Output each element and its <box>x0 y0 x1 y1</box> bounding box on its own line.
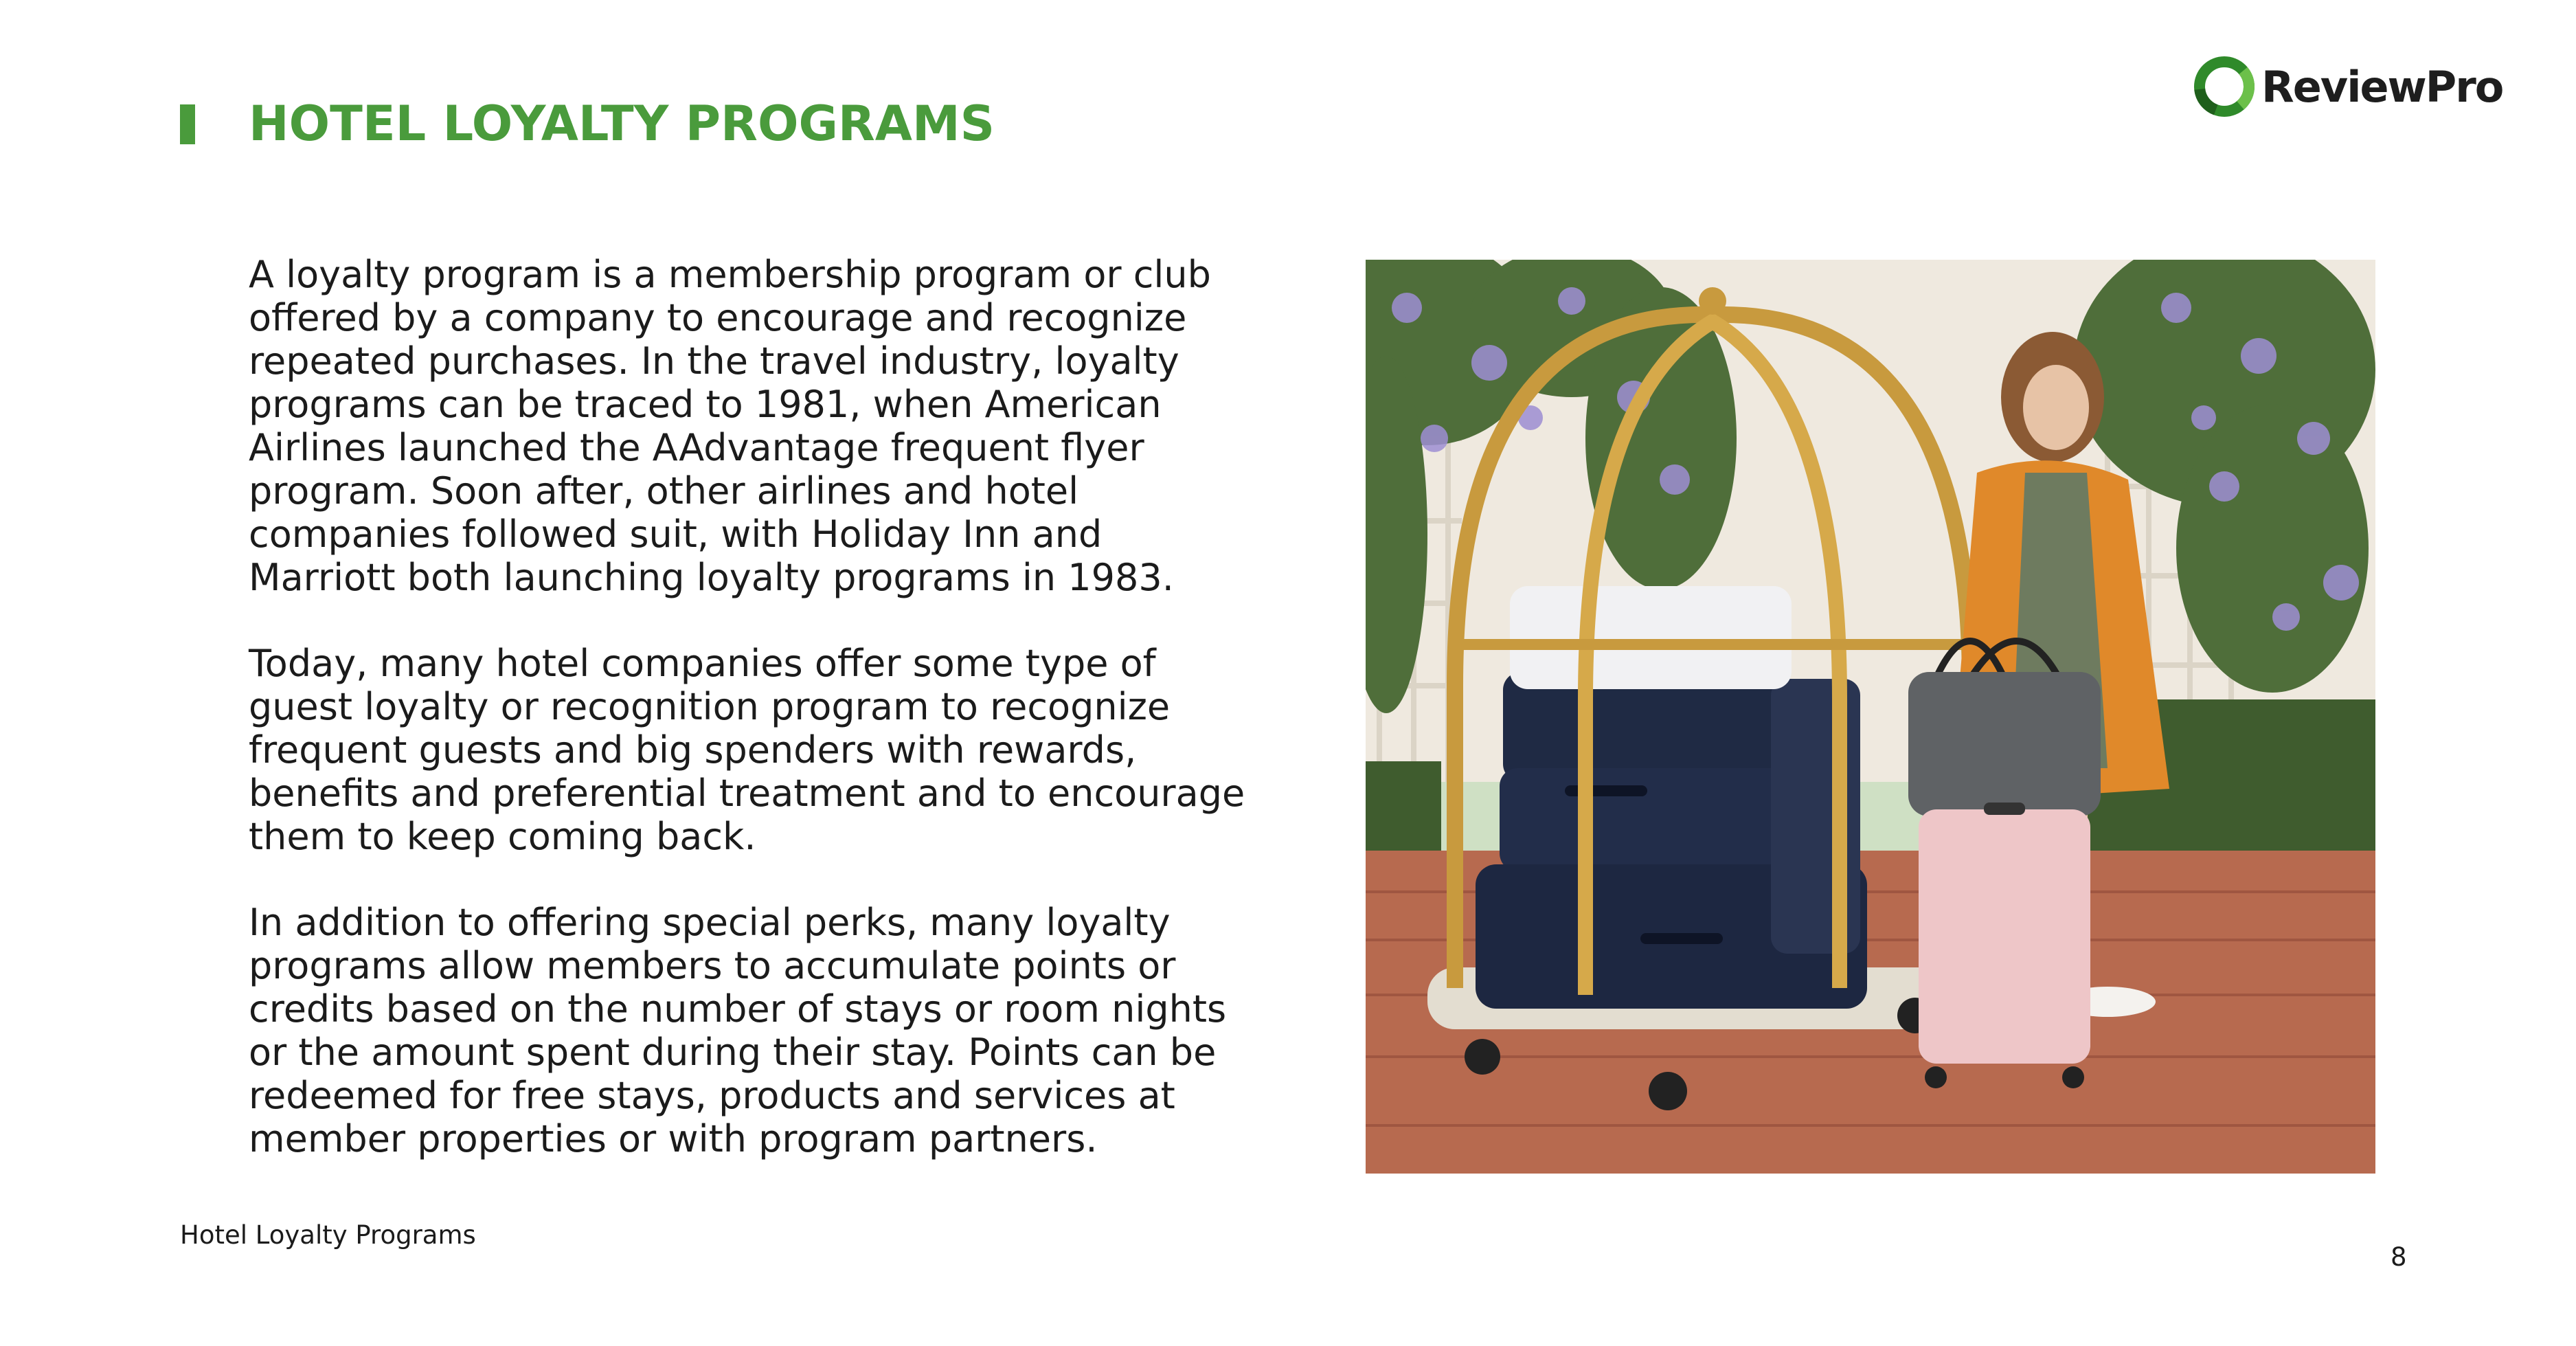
footer-label: Hotel Loyalty Programs <box>180 1220 476 1250</box>
logo-wordmark: ReviewPro <box>2261 61 2503 112</box>
paragraph-points: In addition to offering special perks, many loyalty programs allow members to accumulate points or credits based on the number of stays or room nights or the amount spent during their stay. Points can be redeemed for free stays, products and services at member properties or with program partners. <box>249 901 1227 1160</box>
page-title: HOTEL LOYALTY PROGRAMS <box>249 96 995 152</box>
reviewpro-logo <box>2193 54 2502 120</box>
luggage-cart-photo <box>1366 260 2375 1174</box>
paragraph-today: Today, many hotel companies offer some type of guest loyalty or recognition program to recognize frequent guests and big spenders with rewards, benefits and preferential treatment and to encourage them to keep coming back. <box>249 642 1245 858</box>
paragraph-history: A loyalty program is a membership program or club offered by a company to encourage and recognize repeated purchases. In the travel industry, loyalty programs can be traced to 1981, when American Airlines launched the AAdvantage frequent flyer program. Soon after, other airlines and hotel companies followed suit, with Holiday Inn and Marriott both launching loyalty programs in 1983. <box>249 253 1211 599</box>
title-accent-bar <box>180 104 195 144</box>
page-number: 8 <box>2391 1242 2407 1272</box>
body-text <box>249 253 1252 1203</box>
reviewpro-ring-logo-icon <box>2193 55 2256 118</box>
